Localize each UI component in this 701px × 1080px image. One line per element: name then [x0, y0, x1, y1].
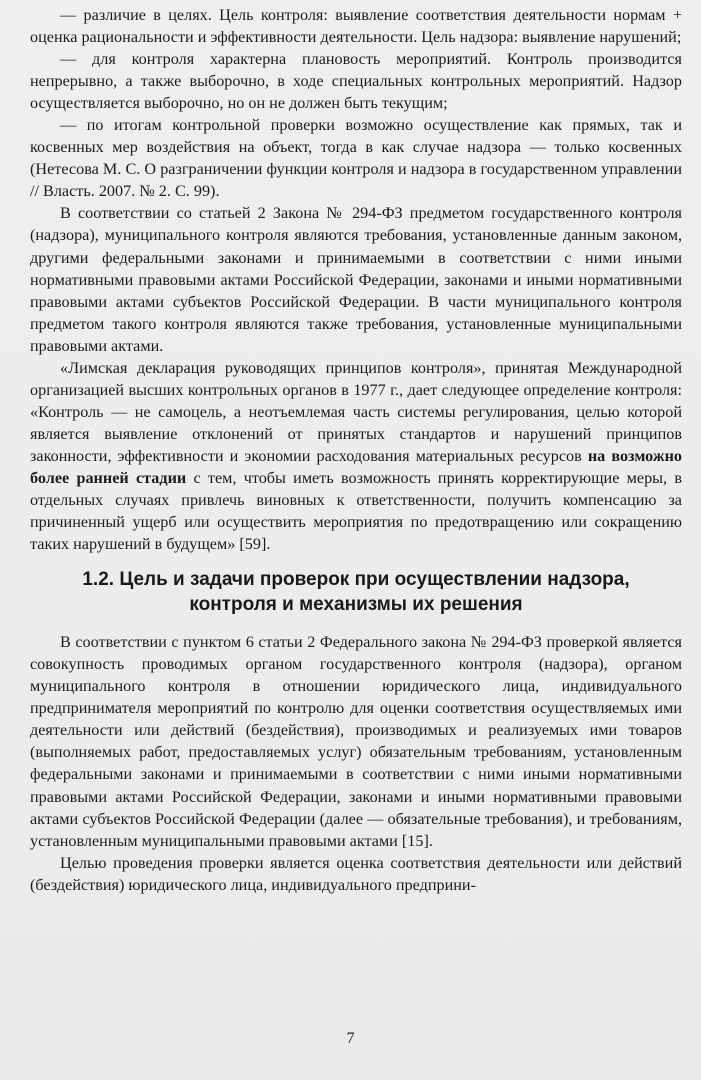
- page-number: 7: [346, 1030, 355, 1047]
- page-body: [30, 4, 682, 896]
- paragraph-planning: — для контроля характерна плановость мероприятий. Контроль производится непрерывно, а также выборочно, в ходе специальных контрольных мероприятий. Надзор осуществляется выборочно, но он не должен быть текущим;: [30, 50, 682, 113]
- paragraph-inspection-definition: В соответствии с пунктом 6 статьи 2 Федерального закона № 294-ФЗ проверкой является совокупность проводимых органом государственного контроля (надзора), органом муниципального контроля в отношении юридического лица, индивидуального предпринимателя мероприятий по контролю для оценки соответствия осуществляемых ими деятельности или действий (бездействия), производимых и реализуемых ими товаров (выполняемых работ, предоставляемых услуг) обязательным требованиям, установленным федеральными законами и принимаемыми в соответствии с ними иными нормативными правовыми актами Российской Федерации, законами и иными нормативными правовыми актами субъектов Российской Федерации (далее — обязательные требования), и требованиям, установленным муниципальными правовыми актами [15].: [30, 633, 682, 850]
- lima-text-start: «Лимская декларация руководящих принципов контроля», принятая Международной организацией высших контрольных органов в 1977 г., дает следующее определение контроля: «Контроль — не самоцель, а неотъемлемая часть системы регулирования, целью которой является выявление отклонений от принятых стандартов и нарушений принципов законности, эффективности и экономии расходования материальных ресурсов: [30, 358, 682, 465]
- lima-text-bold: на возможно более ранней стадии: [30, 446, 682, 487]
- lima-text-end: с тем, чтобы иметь возможность принять корректирующие меры, в отдельных случаях привлечь виновных к ответственности, получить компенсацию за причиненный ущерб или осуществить мероприятия по предотвращению или сокращению таких нарушений в будущем» [59].: [30, 468, 682, 554]
- paragraph-goal-difference: — различие в целях. Цель контроля: выявление соответствия деятельности нормам + оценка рациональности и эффективности деятельности. Цель надзора: выявление нарушений;: [30, 6, 682, 47]
- section-heading: [30, 567, 682, 617]
- section-heading-line-1: 1.2. Цель и задачи проверок при осуществлении надзора,: [82, 569, 630, 591]
- paragraph-law-294: В соответствии со статьей 2 Закона № 294-ФЗ предметом государственного контроля (надзора), муниципального контроля являются требования, установленные данным законом, другими федеральными законами и принимаемыми в соответствии с ними иными нормативными правовыми актами Российской Федерации, законами и иными нормативными правовыми актами субъектов Российской Федерации. В части муниципального контроля предметом такого контроля являются также требования, установленные муниципальными правовыми актами.: [30, 204, 682, 355]
- paragraph-inspection-goal: Целью проведения проверки является оценка соответствия деятельности или действий (бездействия) юридического лица, индивидуального предприни-: [30, 853, 682, 894]
- section-heading-line-2: контроля и механизмы их решения: [189, 594, 523, 616]
- paragraph-lima-declaration: [30, 357, 682, 555]
- paragraph-measures: — по итогам контрольной проверки возможно осуществление как прямых, так и косвенных мер воздействия на объект, тогда в как случае надзора — только косвенных (Нетесова М. С. О разграничении функции контроля и надзора в государственном управлении // Власть. 2007. № 2. С. 99).: [30, 116, 682, 201]
